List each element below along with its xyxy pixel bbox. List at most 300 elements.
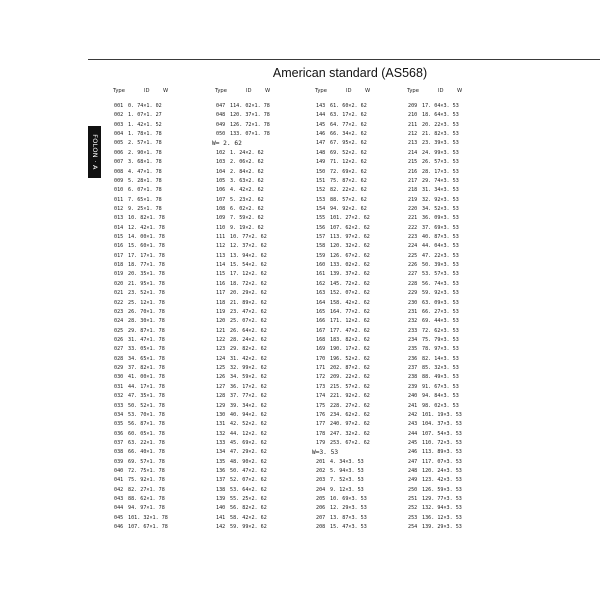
type-cell: 174 bbox=[316, 393, 326, 400]
type-cell: 139 bbox=[216, 496, 226, 503]
type-cell: 121 bbox=[216, 327, 226, 334]
size-cell: 69. 57×1. 78 bbox=[128, 458, 165, 465]
size-cell: 63. 22×1. 78 bbox=[128, 439, 165, 446]
type-cell: 123 bbox=[216, 346, 226, 353]
size-cell: 133. 07×1. 78 bbox=[230, 131, 270, 138]
header-w: W bbox=[457, 88, 463, 94]
size-cell: 101. 27×2. 62 bbox=[330, 215, 370, 222]
size-cell: 4. 42×2. 62 bbox=[230, 187, 264, 194]
type-cell: 036 bbox=[114, 430, 124, 437]
size-cell: 61. 60×2. 62 bbox=[330, 103, 367, 109]
size-cell: 120. 24×3. 53 bbox=[422, 468, 462, 475]
size-cell: 40. 87×3. 53 bbox=[422, 234, 459, 241]
type-cell: 160 bbox=[316, 262, 326, 269]
size-cell: 64. 77×2. 62 bbox=[330, 121, 367, 128]
size-cell: 101. 32×1. 78 bbox=[128, 514, 168, 521]
size-cell: 132. 94×3. 53 bbox=[422, 505, 462, 512]
type-cell: 166 bbox=[316, 318, 326, 325]
type-cell: 210 bbox=[408, 112, 418, 119]
size-cell: 98. 02×3. 53 bbox=[422, 402, 459, 409]
size-cell: 6. 07×1. 78 bbox=[128, 187, 162, 194]
size-cell: 28. 30×1. 78 bbox=[128, 318, 165, 325]
size-cell: 58. 42×2. 62 bbox=[230, 514, 267, 521]
type-cell: 223 bbox=[408, 234, 418, 241]
size-cell: 104. 37×3. 53 bbox=[422, 421, 462, 428]
type-cell: 109 bbox=[216, 215, 226, 222]
size-cell: 3. 68×1. 78 bbox=[128, 159, 162, 166]
type-cell: 104 bbox=[216, 168, 226, 175]
size-cell: 5. 28×1. 78 bbox=[128, 177, 162, 184]
type-cell: 163 bbox=[316, 290, 326, 297]
type-cell: 158 bbox=[316, 243, 326, 250]
size-cell: 34. 59×2. 62 bbox=[230, 374, 267, 381]
size-cell: 113. 97×2. 62 bbox=[330, 234, 370, 241]
type-cell: 162 bbox=[316, 280, 326, 287]
size-cell: 75. 87×2. 62 bbox=[330, 177, 367, 184]
type-cell: 217 bbox=[408, 177, 418, 184]
size-cell: 31. 42×2. 62 bbox=[230, 355, 267, 362]
size-cell: 123. 42×3. 53 bbox=[422, 477, 462, 484]
type-cell: 246 bbox=[408, 449, 418, 456]
size-cell: 10. 69×3. 53 bbox=[330, 496, 367, 503]
size-cell: 1. 07×1. 27 bbox=[128, 112, 162, 119]
size-cell: 40. 94×2. 62 bbox=[230, 411, 267, 418]
size-cell: 50. 39×3. 53 bbox=[422, 262, 459, 269]
size-cell: 44. 12×2. 62 bbox=[230, 430, 267, 437]
type-cell: 027 bbox=[114, 346, 124, 353]
size-cell: 71. 12×2. 62 bbox=[330, 159, 367, 166]
type-cell: 017 bbox=[114, 252, 124, 259]
type-cell: 169 bbox=[316, 346, 326, 353]
size-cell: 7. 65×1. 78 bbox=[128, 196, 162, 203]
type-cell: 002 bbox=[114, 112, 124, 119]
size-cell: 171. 12×2. 62 bbox=[330, 318, 370, 325]
type-cell: 226 bbox=[408, 262, 418, 269]
type-cell: 116 bbox=[216, 280, 226, 287]
type-cell: 143 bbox=[316, 103, 326, 109]
size-cell: 82. 14×3. 53 bbox=[422, 355, 459, 362]
size-cell: 34. 65×1. 78 bbox=[128, 355, 165, 362]
size-cell: 59. 92×3. 53 bbox=[422, 290, 459, 297]
type-cell: 138 bbox=[216, 486, 226, 493]
type-cell: 125 bbox=[216, 365, 226, 372]
type-cell: 045 bbox=[114, 514, 124, 521]
type-cell: 131 bbox=[216, 421, 226, 428]
size-cell: 28. 17×3. 53 bbox=[422, 168, 459, 175]
size-cell: 177. 47×2. 62 bbox=[330, 327, 370, 334]
type-cell: 035 bbox=[114, 421, 124, 428]
size-cell: 126. 72×1. 78 bbox=[230, 121, 270, 128]
size-cell: 66. 27×3. 53 bbox=[422, 308, 459, 315]
size-cell: 133. 02×2. 62 bbox=[330, 262, 370, 269]
type-cell: 205 bbox=[316, 496, 326, 503]
type-cell: 115 bbox=[216, 271, 226, 278]
size-cell: 13. 94×2. 62 bbox=[230, 252, 267, 259]
size-cell: 37. 69×3. 53 bbox=[422, 224, 459, 231]
type-cell: 031 bbox=[114, 383, 124, 390]
size-cell: 152. 07×2. 62 bbox=[330, 290, 370, 297]
size-cell: 17. 17×1. 78 bbox=[128, 252, 165, 259]
header-w: W bbox=[265, 88, 271, 94]
size-cell: 39. 34×2. 62 bbox=[230, 402, 267, 409]
type-cell: 140 bbox=[216, 505, 226, 512]
type-cell: 046 bbox=[114, 524, 124, 531]
type-cell: 039 bbox=[114, 458, 124, 465]
size-cell: 18. 77×1. 78 bbox=[128, 262, 165, 269]
size-cell: 23. 47×2. 62 bbox=[230, 308, 267, 315]
size-cell: 126. 67×2. 62 bbox=[330, 252, 370, 259]
size-cell: 26. 64×2. 62 bbox=[230, 327, 267, 334]
size-cell: 139. 37×2. 62 bbox=[330, 271, 370, 278]
size-cell: 29. 74×3. 53 bbox=[422, 177, 459, 184]
type-cell: 015 bbox=[114, 234, 124, 241]
size-cell: 215. 57×2. 62 bbox=[330, 383, 370, 390]
type-cell: 202 bbox=[316, 468, 326, 475]
size-cell: 31. 47×1. 78 bbox=[128, 336, 165, 343]
type-cell: 142 bbox=[216, 524, 226, 531]
size-cell: 47. 22×3. 53 bbox=[422, 252, 459, 259]
type-cell: 207 bbox=[316, 514, 326, 521]
type-cell: 108 bbox=[216, 205, 226, 212]
type-cell: 137 bbox=[216, 477, 226, 484]
size-cell: 113. 89×3. 53 bbox=[422, 449, 462, 456]
type-cell: 247 bbox=[408, 458, 418, 465]
size-cell: 18. 72×2. 62 bbox=[230, 280, 267, 287]
size-cell: 120. 32×2. 62 bbox=[330, 243, 370, 250]
size-cell: 13. 87×3. 53 bbox=[330, 514, 367, 521]
type-cell: 047 bbox=[216, 103, 226, 109]
size-cell: 34. 52×3. 53 bbox=[422, 205, 459, 212]
size-cell: 50. 47×2. 62 bbox=[230, 468, 267, 475]
size-cell: 126. 59×3. 53 bbox=[422, 486, 462, 493]
type-cell: 128 bbox=[216, 393, 226, 400]
type-cell: 041 bbox=[114, 477, 124, 484]
size-cell: 12. 37×2. 62 bbox=[230, 243, 267, 250]
size-cell: 12. 29×3. 53 bbox=[330, 505, 367, 512]
size-cell: 0. 74×1. 02 bbox=[128, 103, 162, 109]
type-cell: 103 bbox=[216, 159, 226, 166]
type-cell: 175 bbox=[316, 402, 326, 409]
header-type: Type bbox=[215, 88, 227, 94]
size-cell: 5. 23×2. 62 bbox=[230, 196, 264, 203]
size-cell: 72. 69×2. 62 bbox=[330, 168, 367, 175]
type-cell: 254 bbox=[408, 524, 418, 531]
type-cell: 252 bbox=[408, 505, 418, 512]
type-cell: 038 bbox=[114, 449, 124, 456]
header-w: W bbox=[163, 88, 169, 94]
side-tab-label: FOLON · A bbox=[90, 134, 99, 170]
size-cell: 42. 52×2. 62 bbox=[230, 421, 267, 428]
size-cell: 158. 42×2. 62 bbox=[330, 299, 370, 306]
type-cell: 204 bbox=[316, 486, 326, 493]
size-cell: 24. 99×3. 53 bbox=[422, 149, 459, 156]
type-cell: 216 bbox=[408, 168, 418, 175]
type-cell: 001 bbox=[114, 103, 124, 109]
size-cell: 50. 52×1. 78 bbox=[128, 402, 165, 409]
size-cell: 20. 35×1. 78 bbox=[128, 271, 165, 278]
type-cell: 032 bbox=[114, 393, 124, 400]
type-cell: 170 bbox=[316, 355, 326, 362]
type-cell: 005 bbox=[114, 140, 124, 147]
type-cell: 215 bbox=[408, 159, 418, 166]
type-cell: 172 bbox=[316, 374, 326, 381]
type-cell: 012 bbox=[114, 205, 124, 212]
size-cell: 47. 29×2. 62 bbox=[230, 449, 267, 456]
type-cell: 161 bbox=[316, 271, 326, 278]
type-cell: 157 bbox=[316, 234, 326, 241]
type-cell: 251 bbox=[408, 496, 418, 503]
size-cell: 114. 02×1. 78 bbox=[230, 103, 270, 109]
size-cell: 44. 17×1. 78 bbox=[128, 383, 165, 390]
type-cell: 008 bbox=[114, 168, 124, 175]
type-cell: 016 bbox=[114, 243, 124, 250]
type-cell: 144 bbox=[316, 112, 326, 119]
type-cell: 102 bbox=[216, 149, 226, 156]
type-cell: 129 bbox=[216, 402, 226, 409]
type-cell: 037 bbox=[114, 439, 124, 446]
size-cell: 31. 34×3. 53 bbox=[422, 187, 459, 194]
type-cell: 113 bbox=[216, 252, 226, 259]
size-cell: 6. 02×2. 62 bbox=[230, 205, 264, 212]
size-cell: 7. 59×2. 62 bbox=[230, 215, 264, 222]
size-cell: 44. 04×3. 53 bbox=[422, 243, 459, 250]
size-cell: 15. 60×1. 78 bbox=[128, 243, 165, 250]
type-cell: 048 bbox=[216, 112, 226, 119]
type-cell: 232 bbox=[408, 318, 418, 325]
size-cell: 136. 12×3. 53 bbox=[422, 514, 462, 521]
type-cell: 122 bbox=[216, 336, 226, 343]
size-cell: 32. 92×3. 53 bbox=[422, 196, 459, 203]
size-cell: 18. 64×3. 53 bbox=[422, 112, 459, 119]
type-cell: 238 bbox=[408, 374, 418, 381]
size-cell: 88. 57×2. 62 bbox=[330, 196, 367, 203]
size-cell: 4. 34×3. 53 bbox=[330, 458, 364, 465]
type-cell: 237 bbox=[408, 365, 418, 372]
type-cell: 141 bbox=[216, 514, 226, 521]
type-cell: 209 bbox=[408, 103, 418, 109]
header-type: Type bbox=[113, 88, 125, 94]
type-cell: 118 bbox=[216, 299, 226, 306]
type-cell: 040 bbox=[114, 468, 124, 475]
page-top-rule bbox=[88, 59, 600, 60]
type-cell: 236 bbox=[408, 355, 418, 362]
type-cell: 010 bbox=[114, 187, 124, 194]
size-cell: 45. 69×2. 62 bbox=[230, 439, 267, 446]
type-cell: 229 bbox=[408, 290, 418, 297]
size-cell: 36. 17×2. 62 bbox=[230, 383, 267, 390]
header-id: ID bbox=[246, 88, 252, 94]
size-cell: 234. 62×2. 62 bbox=[330, 411, 370, 418]
size-cell: 139. 29×3. 53 bbox=[422, 524, 462, 531]
type-cell: 244 bbox=[408, 430, 418, 437]
type-cell: 212 bbox=[408, 131, 418, 138]
size-cell: 75. 92×1. 78 bbox=[128, 477, 165, 484]
type-cell: 133 bbox=[216, 439, 226, 446]
type-cell: 130 bbox=[216, 411, 226, 418]
size-cell: 101. 19×3. 53 bbox=[422, 411, 462, 418]
size-cell: 36. 09×3. 53 bbox=[422, 215, 459, 222]
type-cell: 124 bbox=[216, 355, 226, 362]
header-id: ID bbox=[346, 88, 352, 94]
type-cell: 021 bbox=[114, 290, 124, 297]
type-cell: 154 bbox=[316, 205, 326, 212]
size-cell: 75. 79×3. 53 bbox=[422, 336, 459, 343]
type-cell: 119 bbox=[216, 308, 226, 315]
type-cell: 135 bbox=[216, 458, 226, 465]
size-cell: 88. 49×3. 53 bbox=[422, 374, 459, 381]
size-cell: 4. 47×1. 78 bbox=[128, 168, 162, 175]
type-cell: 022 bbox=[114, 299, 124, 306]
size-cell: 3. 63×2. 62 bbox=[230, 177, 264, 184]
type-cell: 149 bbox=[316, 159, 326, 166]
type-cell: 023 bbox=[114, 308, 124, 315]
size-cell: 5. 94×3. 53 bbox=[330, 468, 364, 475]
size-cell: 190. 17×2. 62 bbox=[330, 346, 370, 353]
size-cell: 221. 92×2. 62 bbox=[330, 393, 370, 400]
type-cell: 107 bbox=[216, 196, 226, 203]
type-cell: 211 bbox=[408, 121, 418, 128]
type-cell: 156 bbox=[316, 224, 326, 231]
type-cell: 134 bbox=[216, 449, 226, 456]
type-cell: 214 bbox=[408, 149, 418, 156]
size-cell: 53. 64×2. 62 bbox=[230, 486, 267, 493]
size-cell: 17. 04×3. 53 bbox=[422, 103, 459, 109]
type-cell: 034 bbox=[114, 411, 124, 418]
size-cell: 32. 99×2. 62 bbox=[230, 365, 267, 372]
size-cell: 82. 22×2. 62 bbox=[330, 187, 367, 194]
size-cell: 91. 67×3. 53 bbox=[422, 383, 459, 390]
size-cell: 59. 99×2. 62 bbox=[230, 524, 267, 531]
size-cell: 2. 57×1. 78 bbox=[128, 140, 162, 147]
size-cell: 66. 40×1. 78 bbox=[128, 449, 165, 456]
separator-label: W= 2. 62 bbox=[212, 140, 242, 148]
size-cell: 21. 95×1. 78 bbox=[128, 280, 165, 287]
size-cell: 47. 35×1. 78 bbox=[128, 393, 165, 400]
size-cell: 56. 87×1. 78 bbox=[128, 421, 165, 428]
size-cell: 2. 90×1. 78 bbox=[128, 149, 162, 156]
type-cell: 043 bbox=[114, 496, 124, 503]
type-cell: 120 bbox=[216, 318, 226, 325]
size-cell: 202. 87×2. 62 bbox=[330, 365, 370, 372]
type-cell: 029 bbox=[114, 365, 124, 372]
header-id: ID bbox=[438, 88, 444, 94]
size-cell: 37. 82×1. 78 bbox=[128, 365, 165, 372]
size-cell: 33. 05×1. 78 bbox=[128, 346, 165, 353]
type-cell: 239 bbox=[408, 383, 418, 390]
type-cell: 117 bbox=[216, 290, 226, 297]
type-cell: 106 bbox=[216, 187, 226, 194]
type-cell: 028 bbox=[114, 355, 124, 362]
type-cell: 235 bbox=[408, 346, 418, 353]
type-cell: 179 bbox=[316, 439, 326, 446]
size-cell: 209. 22×2. 62 bbox=[330, 374, 370, 381]
type-cell: 167 bbox=[316, 327, 326, 334]
size-cell: 145. 72×2. 62 bbox=[330, 280, 370, 287]
type-cell: 248 bbox=[408, 468, 418, 475]
type-cell: 230 bbox=[408, 299, 418, 306]
type-cell: 011 bbox=[114, 196, 124, 203]
size-cell: 1. 42×1. 52 bbox=[128, 121, 162, 128]
size-cell: 29. 82×2. 62 bbox=[230, 346, 267, 353]
size-cell: 107. 67×1. 78 bbox=[128, 524, 168, 531]
type-cell: 222 bbox=[408, 224, 418, 231]
type-cell: 042 bbox=[114, 486, 124, 493]
type-cell: 018 bbox=[114, 262, 124, 269]
size-cell: 78. 97×3. 53 bbox=[422, 346, 459, 353]
type-cell: 240 bbox=[408, 393, 418, 400]
size-cell: 67. 95×2. 62 bbox=[330, 140, 367, 147]
type-cell: 164 bbox=[316, 299, 326, 306]
size-cell: 28. 24×2. 62 bbox=[230, 336, 267, 343]
size-cell: 56. 74×3. 53 bbox=[422, 280, 459, 287]
type-cell: 234 bbox=[408, 336, 418, 343]
size-cell: 9. 12×3. 53 bbox=[330, 486, 364, 493]
type-cell: 227 bbox=[408, 271, 418, 278]
size-cell: 53. 57×3. 53 bbox=[422, 271, 459, 278]
size-cell: 9. 19×2. 62 bbox=[230, 224, 264, 231]
type-cell: 004 bbox=[114, 131, 124, 138]
type-cell: 153 bbox=[316, 196, 326, 203]
type-cell: 171 bbox=[316, 365, 326, 372]
size-cell: 15. 47×3. 53 bbox=[330, 524, 367, 531]
type-cell: 049 bbox=[216, 121, 226, 128]
size-cell: 15. 54×2. 62 bbox=[230, 262, 267, 269]
header-type: Type bbox=[407, 88, 419, 94]
type-cell: 146 bbox=[316, 131, 326, 138]
type-cell: 025 bbox=[114, 327, 124, 334]
type-cell: 044 bbox=[114, 505, 124, 512]
type-cell: 165 bbox=[316, 308, 326, 315]
size-cell: 247. 32×2. 62 bbox=[330, 430, 370, 437]
type-cell: 253 bbox=[408, 514, 418, 521]
type-cell: 231 bbox=[408, 308, 418, 315]
size-cell: 7. 52×3. 53 bbox=[330, 477, 364, 484]
type-cell: 147 bbox=[316, 140, 326, 147]
size-cell: 56. 82×2. 62 bbox=[230, 505, 267, 512]
header-id: ID bbox=[144, 88, 150, 94]
type-cell: 132 bbox=[216, 430, 226, 437]
size-cell: 1. 78×1. 78 bbox=[128, 131, 162, 138]
size-cell: 48. 90×2. 62 bbox=[230, 458, 267, 465]
size-cell: 29. 87×1. 78 bbox=[128, 327, 165, 334]
size-cell: 26. 70×1. 78 bbox=[128, 308, 165, 315]
type-cell: 243 bbox=[408, 421, 418, 428]
type-cell: 168 bbox=[316, 336, 326, 343]
type-cell: 003 bbox=[114, 121, 124, 128]
size-cell: 20. 29×2. 62 bbox=[230, 290, 267, 297]
type-cell: 148 bbox=[316, 149, 326, 156]
type-cell: 219 bbox=[408, 196, 418, 203]
size-cell: 23. 39×3. 53 bbox=[422, 140, 459, 147]
size-cell: 117. 07×3. 53 bbox=[422, 458, 462, 465]
type-cell: 220 bbox=[408, 205, 418, 212]
size-cell: 94. 97×1. 78 bbox=[128, 505, 165, 512]
size-cell: 88. 62×1. 78 bbox=[128, 496, 165, 503]
size-cell: 9. 25×1. 78 bbox=[128, 205, 162, 212]
size-cell: 21. 89×2. 62 bbox=[230, 299, 267, 306]
type-cell: 176 bbox=[316, 411, 326, 418]
type-cell: 221 bbox=[408, 215, 418, 222]
size-cell: 253. 67×2. 62 bbox=[330, 439, 370, 446]
type-cell: 250 bbox=[408, 486, 418, 493]
type-cell: 208 bbox=[316, 524, 326, 531]
size-cell: 10. 77×2. 62 bbox=[230, 234, 267, 241]
type-cell: 050 bbox=[216, 131, 226, 138]
size-cell: 94. 92×2. 62 bbox=[330, 205, 367, 212]
type-cell: 224 bbox=[408, 243, 418, 250]
type-cell: 019 bbox=[114, 271, 124, 278]
type-cell: 159 bbox=[316, 252, 326, 259]
